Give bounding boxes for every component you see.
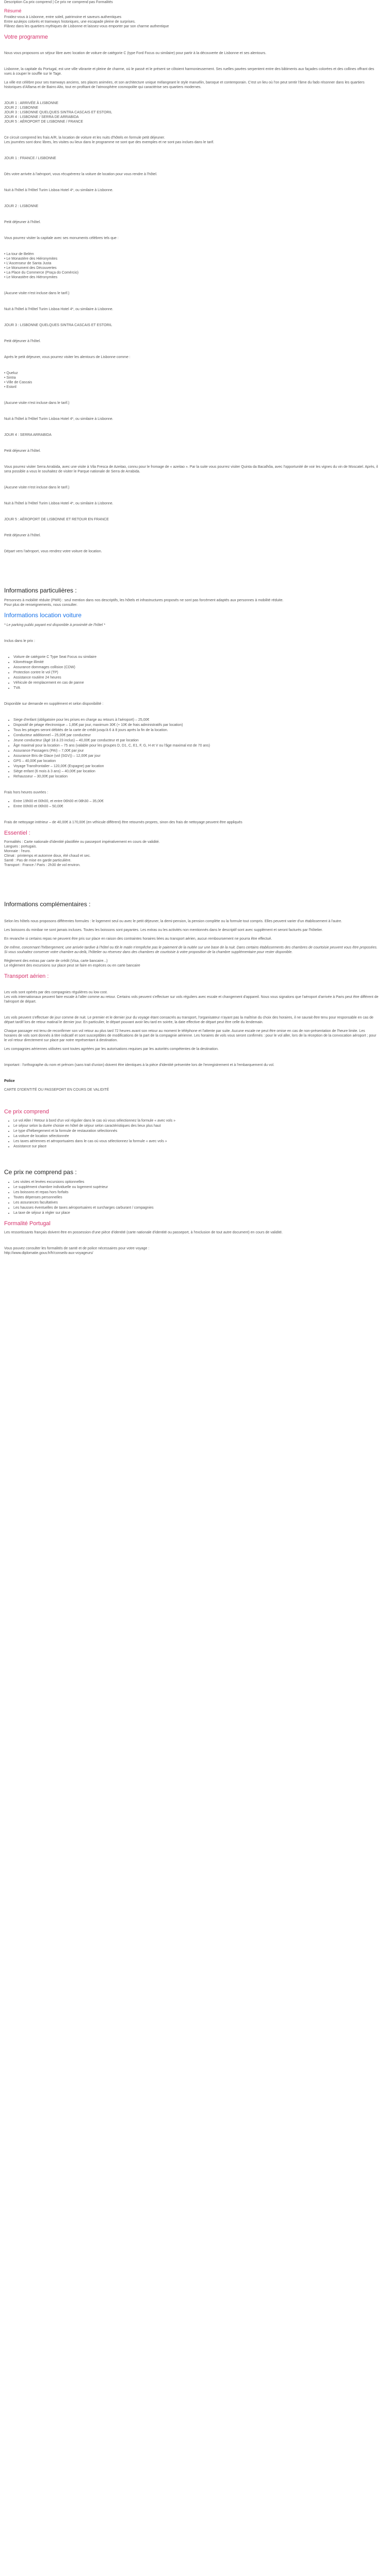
day-hotel: Nuit à l'hôtel à l'Hôtel Turim Lisboa Hotel 4*, ou similaire à Lisbonne. (4, 189, 113, 192)
day-text: Dès votre arrivée à l'aéroport, vous récupérerez la voiture de location pour vous rendre à l'hôtel. (4, 173, 157, 176)
location-heading: Informations location voiture (4, 612, 82, 619)
list-item: • La taxe de séjour à régler sur place (13, 1211, 379, 1215)
day-title: JOUR 5 : AÉROPORT DE LISBONNE ET RETOUR EN FRANCE (4, 518, 109, 521)
day-hotel: Nuit à l'hôtel à l'Hôtel Turim Lisboa Hotel 4*, ou similaire à Lisbonne. (4, 417, 113, 421)
list-item: • Le type d'hébergement et la formule de restauration sélectionnés (13, 1129, 379, 1133)
programme-intro: La ville est célèbre pour ses tramways anciens, ses places animées, et son architecture unique mélangeant le style manuélin, baroque et contemporain. C'est un lieu où l'on peut sentir l'âme du fado résonner dans les quartiers historiques d'Alfama et de Bairro Alto, tout en profitant de l'atmosphère cosmopolite qui caractérise ses quartiers modernes. (4, 81, 365, 89)
list-item: • Le Monastère des Hiéronymites (4, 276, 58, 279)
day-text: Petit déjeuner à l'hôtel. (4, 340, 41, 343)
day-hotel: Nuit à l'hôtel à l'Hôtel Turim Lisboa Hotel 4*, ou similaire à Lisbonne. (4, 502, 113, 505)
ne-comprend-list (4, 1180, 379, 1215)
police-label: Police (4, 1079, 15, 1083)
list-item: • TVA (13, 686, 379, 690)
list-item: • Le vol Aller / Retour à bord d'un vol régulier dans le cas où vous sélectionnez la formule « avec vols » (13, 1118, 379, 1123)
list-item: • Âge maximal pour la location – 75 ans (valable pour les groupes D, D1, C, E1, F, G, H et V ou l'âge maximal est de 70 ans) (13, 743, 379, 748)
resume-line: Entre azulejos colorés et tramways historiques, une escapade pleine de surprises. (4, 20, 136, 24)
day-note: (Aucune visite n'est incluse dans le tarif.) (4, 401, 70, 405)
complementaires-text: De même, concernant l'hébergement, une arrivée tardive à l'hôtel ou tôt le matin n'empêche pas le paiement de la nuitée sur une base de la nuit. Dans certains établissements des chambres de courtoisie peuvent vous être proposées. Si vous souhaitez conserver votre chambre au-delà, l'hôtelier ou réservez dans des chambres de courtoisie à votre proposition de la chambre supplémentaire pour rester disponible. (4, 946, 378, 954)
day-text: Petit déjeuner à l'hôtel. (4, 221, 41, 224)
list-item: • Le Monastère des Hiéronymites (4, 257, 58, 261)
list-item: • Entre 19h00 et 00h00, et entre 06h00 et 08h30 – 35,00€ (13, 799, 379, 804)
top-links: Description Ca prix comprend | Ce prix ne comprend pas Formalités (4, 1, 113, 4)
day-title: JOUR 2 : LISBONNE (4, 205, 39, 208)
transport-text: Les compagnies aériennes utilisées sont toutes agréées par les autorisations requises par les autorités compétentes de la destination. (4, 1047, 219, 1051)
transport-text: Les vols sont opérés par des compagnies régulières ou low cost. Les vols internationaux peuvent faire escale à l'aller comme au retour. Certains vols peuvent s'effectuer sur vols réguliers avec escale et changement d'appareil. Nous vous signalons que l'aéroport d'arrivée à Paris peut être différent de l'aéroport de départ. (4, 991, 379, 1004)
list-item: • Jeune conducteur (âgé 18 à 23 inclus) – 40,00€ par conducteur et par location (13, 738, 379, 743)
list-item: • Les hausses éventuelles de taxes aéroportuaires et surcharges carburant / compagnies (13, 1206, 379, 1210)
list-item: • Les boissons et repas hors forfaits (13, 1190, 379, 1195)
list-item: • Protection contre le vol (TP) (13, 670, 379, 675)
formalite-heading: Formalité Portugal (4, 1221, 51, 1227)
transport-text: Chaque passager est tenu de reconfirmer son vol retour au plus tard 72 heures avant son retour au moment le téléphone et l'attente par suite. Aucune escale ne peut être omise en cas de non-présentation de l'heure limite. Les horaires de vols sont donnés à titre indicatif et sont susceptibles de modifications de la part de la compagnie aérienne. Les horaires de vols vous seront confirmés : pour le vol aller, lors de la réception de la convocation aéroport ; pour le vol retour directement sur place par notre représentant à destination. (4, 1029, 377, 1042)
programme-heading: Votre programme (4, 34, 48, 40)
transport-text: Important : l'orthographe du nom et prénom (sans trait d'union) doivent être identiques à la pièce d'identité présentée lors de l'enregistrement et à l'embarquement du vol. (4, 1063, 274, 1067)
list-item: • La voiture de location sélectionnée (13, 1134, 379, 1139)
list-item: • Voyage Transfrontalier – 120,00€ (Espagne) par location (13, 764, 379, 769)
list-item: • Tous les péages seront débités de la carte de crédit jusqu'à 6 à 8 jours après la fin de la location. (13, 728, 379, 733)
location-included-list (4, 655, 379, 690)
transport-text: Les vols peuvent s'effectuer de jour comme de nuit. Le premier et le dernier jour du voyage étant consacrés au transport, l'organisateur n'ayant pas la maîtrise du choix des horaires, il ne saurait être tenu pour responsable en cas de départ tardif lors de retour matinal le dernier jour. En particulier, le départ pouvant avoir lieu tard en soirée, la date effective de départ peut être celle du lendemain. (4, 1016, 373, 1024)
list-item: • Voiture de catégorie C Type Seat Focus ou similaire (13, 655, 379, 659)
list-item: • Siege d'enfant (obligatoire pour les prises en charge au retours à l'aéroport) – 25,00€ (13, 718, 379, 722)
list-item: • Assurance Bris de Glace (vol (SGV)) – 12,00€ par jour (13, 754, 379, 758)
list-item: • L'Ascenseur de Santa Justa (4, 262, 52, 265)
comprend-heading: Ce prix comprend (4, 1109, 49, 1115)
list-item: • Les assurances facultatives (13, 1200, 379, 1205)
list-item: • Toutes dépenses personnelles (13, 1195, 379, 1200)
list-item: • Assurance dommages collision (CDW) (13, 665, 379, 670)
list-item: • Estoril (4, 385, 17, 389)
particulieres-heading: Informations particulières : (4, 587, 77, 594)
list-item: • La Place du Commerce (Praça do Comércio) (4, 271, 79, 275)
list-item: • Le séjour selon la durée choisie en hôtel de séjour selon caractéristiques des lieux plus haut (13, 1124, 379, 1128)
list-item: • Les taxes aériennes et aéroportuaires dans le cas où vous sélectionnez la formule « avec vols » (13, 1139, 379, 1144)
day-summary: JOUR 1 : ARRIVÉE À LISBONNE (4, 101, 59, 105)
location-intro: Inclus dans le prix : (4, 639, 35, 643)
list-item: • Assurance Passagers (PAI) – 7,00€ par jour (13, 749, 379, 753)
day-summary: JOUR 2 : LISBONNE (4, 106, 39, 110)
day-hotel: Nuit à l'hôtel à l'Hôtel Turim Lisboa Hotel 4*, ou similaire à Lisbonne. (4, 308, 113, 311)
formalite-link[interactable]: http://www.diplomatie.gouv.fr/fr/conseils-aux-voyageurs/ (4, 1251, 93, 1255)
day-text: Vous pourrez visiter la capitale avec ses monuments célèbres tels que : (4, 236, 119, 240)
list-item: • Dispositif de péage électronique – 1,85€ par jour, maximum 30€ (+ 10€ de frais administratifs par location) (13, 723, 379, 727)
resume-line: Froidez-vous à Lisbonne, entre soleil, patrimoine et saveurs authentiques (4, 15, 122, 19)
location-note: * Le parking public payant est disponible à proximité de l'hôtel * (4, 623, 105, 627)
hours-intro: Frais hors heures ouvrées : (4, 791, 48, 794)
list-item: • Queluz (4, 371, 18, 375)
complementaires-text: Selon les hôtels nous proposons différentes formules : le logement seul ou avec le petit déjeuner, la demi-pension, la pension complète ou la formule tout compris. Elles peuvent varier d'un établissement à l'autre. (4, 920, 343, 923)
day-summary: JOUR 5 : AÉROPORT DE LISBONNE / FRANCE (4, 120, 83, 124)
day-title: JOUR 4 : SERRA ARRABIDA (4, 433, 52, 437)
hours-list (4, 799, 379, 809)
resume-label: Résumé (4, 8, 22, 13)
particulieres-text: Personnes à mobilité réduite (PMR) : seul mention dans nos descriptifs, les hôtels et infrastructures proposés ne sont pas forcément adaptés aux personnes à mobilité réduite. Pour plus de renseignements, nous consulter. (4, 599, 284, 607)
complementaires-text: Les boissons du minibar ne sont jamais incluses. Toutes les boissons sont payantes. Les extras ou les activités non mentionnés dans le descriptif sont avec supplément et seront facturés par l'hôtelier. (4, 928, 323, 932)
day-text: Petit déjeuner à l'hôtel. (4, 449, 41, 453)
essentiel-text: Formalités : Carte nationale d'identité plastifiée ou passeport impérativement en cours de validité. Langues : portugais. Monnaie : l'euro. Climat : printemps et automne doux, été chaud et sec. Santé : Pas de mise en garde particulière. Transport : France / Paris : 2h30 de vol environ. (4, 840, 160, 867)
list-item: • Le Monument des Découvertes (4, 266, 57, 270)
services-list (4, 718, 379, 779)
list-item: • Le supplément chambre individuelle ou logement supérieur (13, 1185, 379, 1190)
ne-comprend-heading: Ce prix ne comprend pas : (4, 1168, 77, 1176)
list-item: • Rehausseur – 30,00€ par location (13, 774, 379, 779)
day-summary: JOUR 4 : LISBONNE / SERRA DE ARRABIDA (4, 115, 79, 119)
list-item: • Kilométrage illimité (13, 660, 379, 665)
formalite-text: Vous pouvez consulter les formalités de santé et de police nécessaires pour votre voyage : (4, 1247, 150, 1250)
cleaning-text: Frais de nettoyage intérieur – de 40,00€ à 170,00€ (en véhicule différent) être retournés propres, sinon des frais de nettoyage peuvent être appliqués (4, 821, 242, 824)
list-item: • GPS – 40,00€ par location (13, 759, 379, 764)
comprend-list (4, 1118, 379, 1149)
programme-intro: Nous vous proposons un séjour libre avec location de voiture de catégorie C (type Ford Focus ou similaire) pour partir à la découverte de Lisbonne et ses alentours. (4, 52, 267, 55)
essentiel-heading: Essentiel : (4, 830, 30, 836)
resume-line: Flânez dans les quartiers mythiques de Lisbonne et laissez-vous emporter par son charme authentique (4, 25, 169, 28)
list-item: • Véhicule de remplacement en cas de panne (13, 681, 379, 685)
police-text: CARTE D'IDENTITÉ OU PASSEPORT EN COURS DE VALIDITÉ (4, 1088, 109, 1092)
list-item: • Siège enfant (6 mois à 3 ans) – 40,00€ par location (13, 769, 379, 774)
list-item: • Assistance routière 24 heures (13, 675, 379, 680)
programme-intro: Lisbonne, la capitale du Portugal, est une ville vibrante et pleine de charme, où le passé et le présent se côtoient harmonieusement. Ses ruelles pavées serpentent entre des bâtiments aux façades colorées et des collines offrant des vues à couper le souffle sur le Tage. (4, 67, 374, 76)
list-item: • Ville de Cascais (4, 381, 32, 384)
day-text: Vous pourrez visiter Serra Arrabida, avec une visite à Vila Fresca de Azeitao, connu pour le fromage de « azeitao ». Par la suite vous pourrez visiter Quinta da Bacalhôa, avec l'opportunité de voir les vignes du vin de Moscatel. Après, il sera possible a vous le souhaitez de visiter le Parque nationale de Serra de Arrabida. (4, 465, 378, 473)
services-intro: Disponible sur demande en supplément et selon disponibilité : (4, 702, 104, 706)
list-item: • Conducteur additionnel – 25,00€ par conducteur (13, 733, 379, 738)
formalite-text: Les ressortissants français doivent être en possession d'une pièce d'identité (carte nationale d'identité ou passeport, à l'exclusion de tout autre document) en cours de validité. (4, 1231, 283, 1234)
day-title: JOUR 3 : LISBONNE QUELQUES SINTRA CASCAIS ET ESTORIL (4, 324, 112, 327)
list-item: • La tour de Belém (4, 252, 34, 256)
day-text: Départ vers l'aéroport, vous rendrez votre voiture de location. (4, 550, 102, 553)
day-title: JOUR 1 : FRANCE / LISBONNE (4, 157, 56, 160)
day-note: (Aucune visite n'est incluse dans le tarif.) (4, 486, 70, 489)
list-item: • Assistance sur place (13, 1144, 379, 1149)
complementaires-text: En revanche si certains repas ne peuvent être pris sur place en raison des contraintes horaires liées au transport aérien, aucun remboursement ne pourra être effectué. (4, 937, 272, 941)
day-note: (Aucune visite n'est incluse dans le tarif.) (4, 292, 70, 295)
list-item: • Entre 00h00 et 06h00 – 50,00€ (13, 804, 379, 809)
list-item: • Sintra (4, 376, 16, 380)
page (0, 0, 383, 1266)
complementaires-text: Règlement des extras par carte de crédit (Visa, carte bancaire...) Le règlement des excursions sur place peut se faire en espèces ou en carte bancaire (4, 959, 140, 968)
day-text: Après le petit déjeuner, vous pourrez visiter les alentours de Lisbonne comme : (4, 355, 131, 359)
day-text: Petit déjeuner à l'hôtel. (4, 534, 41, 537)
complementaires-heading: Informations complémentaires : (4, 901, 91, 908)
list-item: • Les visites et levées excursions optionnelles (13, 1180, 379, 1184)
programme-disclaimer: Ce circuit comprend les frais A/R, la location de voiture et les nuits d'hôtels en formule petit déjeuner. Les journées sont donc libres, les visites ou lieux dans le programme ne sont que des exemples et ne sont pas inclues dans le tarif. (4, 136, 215, 144)
day-summary: JOUR 3 : LISBONNE QUELQUES SINTRA CASCAIS ET ESTORIL (4, 111, 112, 114)
transport-heading: Transport aérien : (4, 973, 49, 979)
